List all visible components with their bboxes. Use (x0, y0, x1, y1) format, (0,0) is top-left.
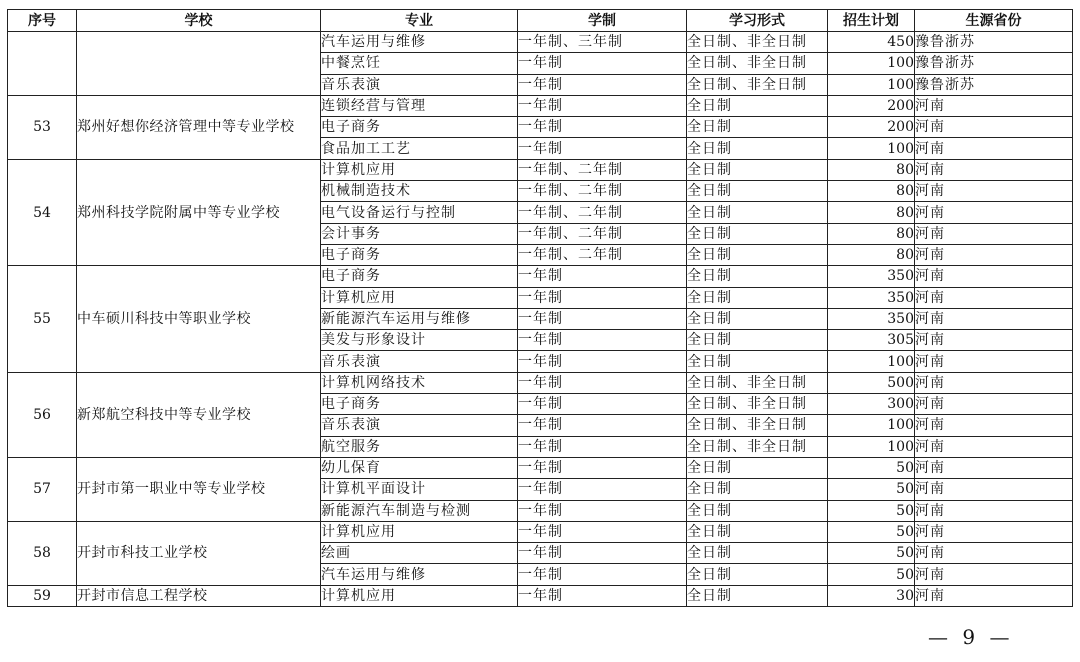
form-cell: 全日制 (687, 521, 828, 542)
header-row (8, 10, 1073, 32)
system-cell: 一年制 (518, 95, 687, 116)
major-cell: 中餐烹饪 (321, 53, 518, 74)
province-cell: 河南 (915, 308, 1073, 329)
province-cell: 河南 (915, 585, 1073, 606)
province-cell: 河南 (915, 457, 1073, 478)
school-seq: 59 (8, 585, 77, 606)
province-cell: 河南 (915, 138, 1073, 159)
major-cell: 新能源汽车运用与维修 (321, 308, 518, 329)
plan-cell: 100 (828, 74, 915, 95)
header-province: 生源省份 (915, 10, 1073, 32)
header-plan: 招生计划 (828, 10, 915, 32)
plan-cell: 500 (828, 372, 915, 393)
form-cell: 全日制 (687, 585, 828, 606)
province-cell: 河南 (915, 372, 1073, 393)
system-cell: 一年制、二年制 (518, 181, 687, 202)
system-cell: 一年制 (518, 394, 687, 415)
system-cell: 一年制、二年制 (518, 202, 687, 223)
plan-cell: 30 (828, 585, 915, 606)
province-cell: 河南 (915, 436, 1073, 457)
form-cell: 全日制 (687, 500, 828, 521)
province-cell: 河南 (915, 266, 1073, 287)
major-cell: 电子商务 (321, 266, 518, 287)
table-row (8, 585, 1073, 606)
plan-cell: 100 (828, 436, 915, 457)
form-cell: 全日制、非全日制 (687, 436, 828, 457)
form-cell: 全日制 (687, 457, 828, 478)
plan-cell: 50 (828, 457, 915, 478)
plan-cell: 50 (828, 500, 915, 521)
plan-cell: 300 (828, 394, 915, 415)
major-cell: 连锁经营与管理 (321, 95, 518, 116)
system-cell: 一年制 (518, 415, 687, 436)
major-cell: 计算机应用 (321, 159, 518, 180)
form-cell: 全日制 (687, 479, 828, 500)
plan-cell: 80 (828, 159, 915, 180)
plan-cell: 350 (828, 287, 915, 308)
page-number: — 9 — (928, 625, 1014, 649)
plan-cell: 50 (828, 479, 915, 500)
plan-cell: 100 (828, 415, 915, 436)
province-cell: 河南 (915, 351, 1073, 372)
system-cell: 一年制、二年制 (518, 244, 687, 265)
system-cell: 一年制 (518, 308, 687, 329)
system-cell: 一年制 (518, 457, 687, 478)
system-cell: 一年制 (518, 138, 687, 159)
form-cell: 全日制 (687, 95, 828, 116)
table-row (8, 521, 1073, 542)
school-seq (8, 32, 77, 96)
major-cell: 计算机应用 (321, 287, 518, 308)
province-cell: 河南 (915, 521, 1073, 542)
major-cell: 电子商务 (321, 244, 518, 265)
province-cell: 河南 (915, 564, 1073, 585)
school-seq: 56 (8, 372, 77, 457)
table-row (8, 159, 1073, 180)
form-cell: 全日制 (687, 202, 828, 223)
form-cell: 全日制、非全日制 (687, 74, 828, 95)
header-form: 学习形式 (687, 10, 828, 32)
table-row (8, 95, 1073, 116)
school-name: 开封市科技工业学校 (77, 521, 321, 585)
plan-cell: 80 (828, 223, 915, 244)
plan-cell: 350 (828, 308, 915, 329)
system-cell: 一年制 (518, 117, 687, 138)
school-seq: 57 (8, 457, 77, 521)
province-cell: 河南 (915, 117, 1073, 138)
major-cell: 汽车运用与维修 (321, 564, 518, 585)
system-cell: 一年制、二年制 (518, 223, 687, 244)
plan-cell: 80 (828, 244, 915, 265)
form-cell: 全日制、非全日制 (687, 53, 828, 74)
major-cell: 会计事务 (321, 223, 518, 244)
form-cell: 全日制、非全日制 (687, 415, 828, 436)
major-cell: 航空服务 (321, 436, 518, 457)
plan-cell: 305 (828, 330, 915, 351)
plan-cell: 100 (828, 138, 915, 159)
system-cell: 一年制 (518, 266, 687, 287)
major-cell: 计算机应用 (321, 521, 518, 542)
form-cell: 全日制、非全日制 (687, 394, 828, 415)
table-row (8, 32, 1073, 53)
enrollment-table (7, 9, 1073, 607)
major-cell: 计算机平面设计 (321, 479, 518, 500)
plan-cell: 100 (828, 351, 915, 372)
major-cell: 计算机应用 (321, 585, 518, 606)
plan-cell: 200 (828, 95, 915, 116)
school-name: 开封市信息工程学校 (77, 585, 321, 606)
system-cell: 一年制、三年制 (518, 32, 687, 53)
form-cell: 全日制、非全日制 (687, 32, 828, 53)
system-cell: 一年制 (518, 74, 687, 95)
major-cell: 音乐表演 (321, 351, 518, 372)
province-cell: 河南 (915, 181, 1073, 202)
system-cell: 一年制 (518, 287, 687, 308)
plan-cell: 50 (828, 564, 915, 585)
system-cell: 一年制 (518, 585, 687, 606)
major-cell: 电气设备运行与控制 (321, 202, 518, 223)
major-cell: 食品加工工艺 (321, 138, 518, 159)
system-cell: 一年制 (518, 351, 687, 372)
school-seq: 54 (8, 159, 77, 265)
header-system: 学制 (518, 10, 687, 32)
major-cell: 绘画 (321, 543, 518, 564)
plan-cell: 200 (828, 117, 915, 138)
province-cell: 河南 (915, 202, 1073, 223)
province-cell: 河南 (915, 479, 1073, 500)
major-cell: 机械制造技术 (321, 181, 518, 202)
system-cell: 一年制 (518, 543, 687, 564)
school-name: 中车硕川科技中等职业学校 (77, 266, 321, 372)
province-cell: 河南 (915, 500, 1073, 521)
major-cell: 音乐表演 (321, 74, 518, 95)
form-cell: 全日制 (687, 330, 828, 351)
system-cell: 一年制 (518, 330, 687, 351)
form-cell: 全日制 (687, 266, 828, 287)
plan-cell: 80 (828, 181, 915, 202)
table-body (8, 32, 1073, 607)
province-cell: 豫鲁浙苏 (915, 74, 1073, 95)
province-cell: 豫鲁浙苏 (915, 53, 1073, 74)
plan-cell: 100 (828, 53, 915, 74)
form-cell: 全日制 (687, 308, 828, 329)
system-cell: 一年制 (518, 521, 687, 542)
province-cell: 河南 (915, 543, 1073, 564)
header-seq: 序号 (8, 10, 77, 32)
major-cell: 美发与形象设计 (321, 330, 518, 351)
plan-cell: 50 (828, 543, 915, 564)
school-name: 郑州科技学院附属中等专业学校 (77, 159, 321, 265)
form-cell: 全日制、非全日制 (687, 372, 828, 393)
form-cell: 全日制 (687, 287, 828, 308)
plan-cell: 350 (828, 266, 915, 287)
plan-cell: 50 (828, 521, 915, 542)
major-cell: 电子商务 (321, 394, 518, 415)
province-cell: 河南 (915, 244, 1073, 265)
major-cell: 音乐表演 (321, 415, 518, 436)
province-cell: 河南 (915, 95, 1073, 116)
province-cell: 河南 (915, 394, 1073, 415)
school-name (77, 32, 321, 96)
header-major: 专业 (321, 10, 518, 32)
table-row (8, 457, 1073, 478)
school-seq: 53 (8, 95, 77, 159)
province-cell: 豫鲁浙苏 (915, 32, 1073, 53)
plan-cell: 450 (828, 32, 915, 53)
province-cell: 河南 (915, 287, 1073, 308)
school-name: 新郑航空科技中等专业学校 (77, 372, 321, 457)
system-cell: 一年制、二年制 (518, 159, 687, 180)
plan-cell: 80 (828, 202, 915, 223)
form-cell: 全日制 (687, 159, 828, 180)
system-cell: 一年制 (518, 436, 687, 457)
school-name: 开封市第一职业中等专业学校 (77, 457, 321, 521)
province-cell: 河南 (915, 330, 1073, 351)
province-cell: 河南 (915, 223, 1073, 244)
system-cell: 一年制 (518, 564, 687, 585)
form-cell: 全日制 (687, 564, 828, 585)
form-cell: 全日制 (687, 117, 828, 138)
major-cell: 幼儿保育 (321, 457, 518, 478)
major-cell: 汽车运用与维修 (321, 32, 518, 53)
school-seq: 58 (8, 521, 77, 585)
system-cell: 一年制 (518, 479, 687, 500)
system-cell: 一年制 (518, 500, 687, 521)
major-cell: 新能源汽车制造与检测 (321, 500, 518, 521)
form-cell: 全日制 (687, 223, 828, 244)
system-cell: 一年制 (518, 372, 687, 393)
header-school: 学校 (77, 10, 321, 32)
major-cell: 电子商务 (321, 117, 518, 138)
school-name: 郑州好想你经济管理中等专业学校 (77, 95, 321, 159)
table-row (8, 372, 1073, 393)
form-cell: 全日制 (687, 543, 828, 564)
system-cell: 一年制 (518, 53, 687, 74)
province-cell: 河南 (915, 159, 1073, 180)
form-cell: 全日制 (687, 181, 828, 202)
form-cell: 全日制 (687, 138, 828, 159)
school-seq: 55 (8, 266, 77, 372)
form-cell: 全日制 (687, 351, 828, 372)
major-cell: 计算机网络技术 (321, 372, 518, 393)
form-cell: 全日制 (687, 244, 828, 265)
table-row (8, 266, 1073, 287)
province-cell: 河南 (915, 415, 1073, 436)
